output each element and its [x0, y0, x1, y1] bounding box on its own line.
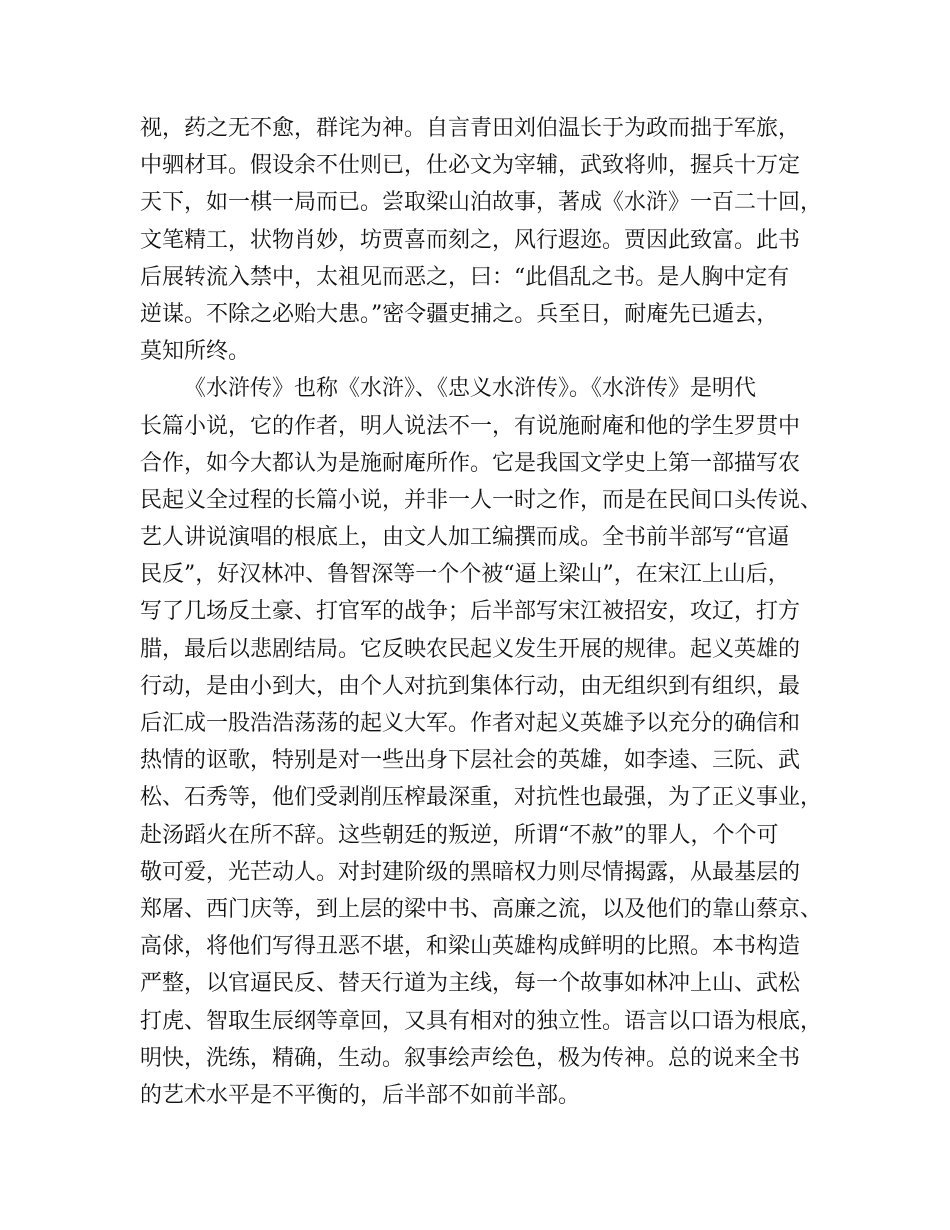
text-line: 行动，是由小到大，由个人对抗到集体行动，由无组织到有组织，最 — [140, 673, 801, 699]
text-line: 民起义全过程的长篇小说，并非一人一时之作，而是在民间口头传说、 — [140, 487, 823, 513]
text-line: 后汇成一股浩浩荡荡的起义大军。作者对起义英雄予以充分的确信和 — [140, 711, 801, 736]
text-line: 松、石秀等，他们受剥削压榨最深重，对抗性也最强，为了正义事业， — [140, 785, 823, 811]
text-line: 《水浒传》也称《水浒》、《忠义水浒传》。《水浒传》是明代 — [184, 376, 757, 402]
text-line: 赴汤蹈火在所不辞。这些朝廷的叛逆，所谓“不赦”的罪人，个个可 — [140, 822, 779, 848]
text-line: 郑屠、西门庆等，到上层的梁中书、高廉之流，以及他们的靠山蔡京、 — [140, 896, 823, 922]
paragraph-1 — [140, 110, 830, 370]
text-line: 莫知所终。 — [140, 339, 251, 365]
text-line: 后展转流入禁中，太祖见而恶之，曰：“此倡乱之书。是人胸中定有 — [140, 264, 790, 290]
text-line: 长篇小说，它的作者，明人说法不一，有说施耐庵和他的学生罗贯中 — [140, 413, 801, 439]
text-line: 的艺术水平是不平衡的，后半部不如前半部。 — [140, 1082, 581, 1108]
text-line: 逆谋。不除之必贻大患。”密令疆吏捕之。兵至日，耐庵先已遁去， — [140, 301, 779, 327]
text-line: 天下，如一棋一局而已。尝取梁山泊故事，著成《水浒》一百二十回， — [140, 190, 823, 216]
paragraph-2 — [140, 370, 830, 1114]
text-line: 文笔精工，状物肖妙，坊贾喜而刻之，风行遐迩。贾因此致富。此书 — [140, 227, 801, 253]
text-line: 敬可爱，光芒动人。对封建阶级的黑暗权力则尽情揭露，从最基层的 — [140, 859, 801, 885]
text-line: 高俅，将他们写得丑恶不堪，和梁山英雄构成鲜明的比照。本书构造 — [140, 934, 801, 960]
text-line: 视，药之无不愈，群诧为神。自言青田刘伯温长于为政而拙于军旅， — [140, 116, 801, 141]
text-line: 严整，以官逼民反、替天行道为主线，每一个故事如林冲上山、武松 — [140, 971, 801, 997]
text-line: 写了几场反土豪、打官军的战争；后半部写宋江被招安，攻辽，打方 — [140, 599, 801, 625]
text-line: 明快，洗练，精确，生动。叙事绘声绘色，极为传神。总的说来全书 — [140, 1045, 801, 1071]
document-body — [140, 110, 830, 1114]
text-line: 民反”，好汉林冲、鲁智深等一个个被“逼上梁山”，在宋江上山后， — [140, 562, 790, 588]
text-line: 打虎、智取生辰纲等章回，又具有相对的独立性。语言以口语为根底， — [140, 1008, 823, 1034]
text-line: 腊，最后以悲剧结局。它反映农民起义发生开展的规律。起义英雄的 — [140, 636, 801, 662]
text-line: 合作，如今大都认为是施耐庵所作。它是我国文学史上第一部描写农 — [140, 450, 801, 476]
text-line: 热情的讴歌，特别是对一些出身下层社会的英雄，如李逵、三阮、武 — [140, 748, 801, 774]
text-line: 中驷材耳。假设余不仕则已，仕必文为宰辅，武致将帅，握兵十万定 — [140, 153, 801, 179]
text-line: 艺人讲说演唱的根底上，由文人加工编撰而成。全书前半部写“官逼 — [140, 525, 790, 551]
